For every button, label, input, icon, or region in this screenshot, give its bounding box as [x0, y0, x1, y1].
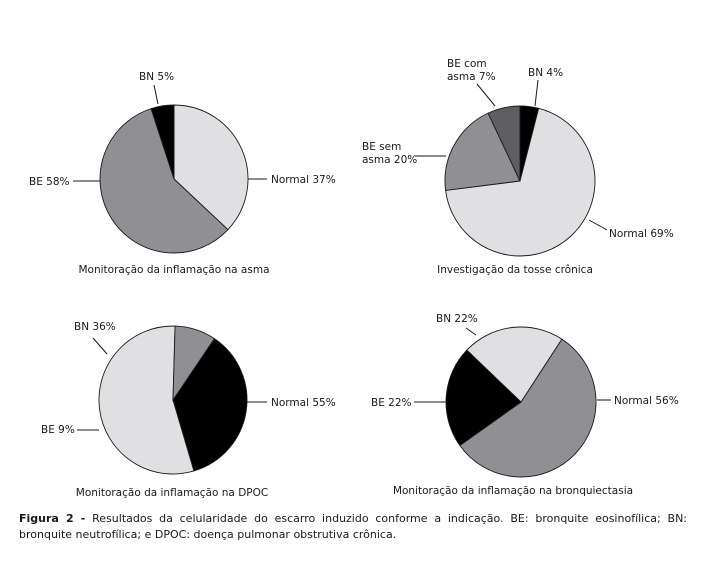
chart-title: Monitoração da inflamação na DPOC	[75, 487, 269, 499]
leader-line	[154, 85, 158, 104]
slice-label: BE com asma 7%	[447, 58, 496, 83]
slice-label: Normal 69%	[609, 228, 674, 240]
slice-label: BE 22%	[371, 397, 412, 409]
pie-chart-2	[362, 58, 674, 276]
slice-label: BN 4%	[528, 67, 564, 79]
slice-label: Normal 56%	[614, 395, 679, 407]
chart-title: Investigação da tosse crônica	[437, 264, 593, 276]
chart-title: Monitoração da inflamação na bronquiectasia	[392, 485, 634, 497]
caption-label: Figura 2 -	[19, 512, 86, 525]
leader-line	[477, 84, 495, 106]
slice-label: BN 22%	[436, 313, 478, 325]
leader-line	[535, 80, 538, 106]
pie-chart-1	[29, 71, 336, 276]
slice-label: BE 9%	[41, 424, 75, 436]
leader-line	[589, 220, 607, 230]
slice-label: BE 58%	[29, 176, 70, 188]
slice-label: Normal 55%	[271, 397, 336, 409]
leader-line	[466, 328, 476, 335]
caption-text: Resultados da celularidade do escarro induzido conforme a indicação. BE: bronquite eosinofílica; BN: bronquite neutrofílica; e DPOC: doença pulmonar obstrutiva crônica.	[19, 512, 688, 541]
leader-line	[93, 338, 107, 354]
slice-label: BN 36%	[74, 321, 116, 333]
slice-label: BN 5%	[139, 71, 175, 83]
chart-title: Monitoração da inflamação na asma	[78, 264, 270, 276]
figure-caption	[19, 511, 687, 543]
slice-label: BE sem asma 20%	[362, 141, 418, 166]
pie-chart-3	[41, 321, 336, 499]
slice-label: Normal 37%	[271, 174, 336, 186]
pie-chart-4	[371, 313, 679, 497]
